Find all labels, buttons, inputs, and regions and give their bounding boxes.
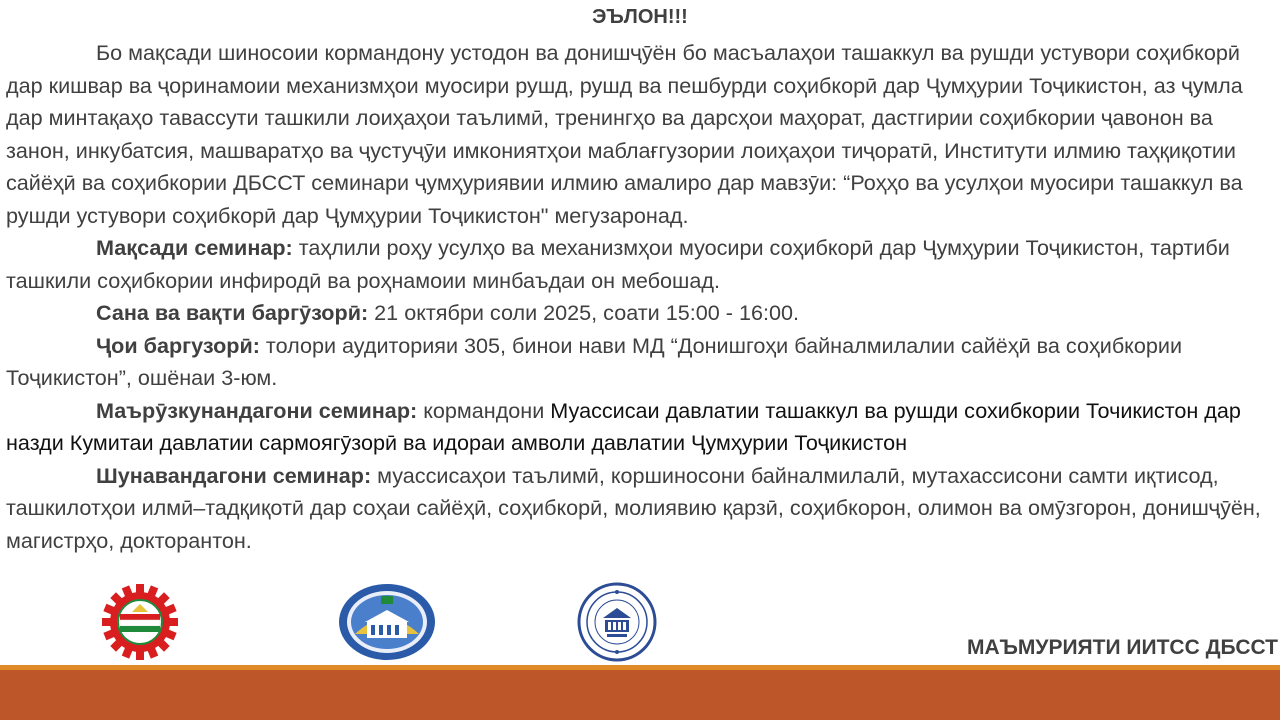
presenters-text-prefix: кормандони: [417, 397, 551, 423]
presenters-organization: Муассисаи давлатии ташаккул ва рушди сохибкории Точикистон дар назди Кумитаи давлатии сармоягӯзорӣ ва идораи амволи давлатии Ҷумҳурии Тоҷикистон: [6, 397, 1241, 455]
purpose-label: Мақсади семинар:: [96, 235, 293, 260]
datetime-paragraph: [6, 297, 1278, 330]
purpose-text: таҳлили роҳу усулҳо ва механизмҳои муосири соҳибкорӣ дар Ҷумҳурии Тоҷикистон, тартиби ташкили соҳибкории инфиродӣ ва роҳнамоии минбаъдаи он мебошад.: [6, 235, 1230, 293]
research-institute-seal-icon: [567, 582, 667, 662]
audience-text: муассисаҳои таълимӣ, коршиносони байналмилалӣ, мутахассисони самти иқтисод, ташкилотҳои илмӣ–тадқиқотӣ дар соҳаи сайёҳӣ, соҳибкорӣ, молиявию қарзӣ, соҳибкорон, олимон ва омӯзгорон, донишҷӯён, магистрҳо, докторантон.: [6, 462, 1261, 553]
datetime-text: 21 октябри соли 2025, соати 15:00 - 16:00.: [368, 300, 799, 325]
venue-text: толори аудиторияи 305, бинои нави МД “Донишгоҳи байналмилалии сайёҳӣ ва соҳибкории Тоҷикистон”, ошёнаи 3-юм.: [6, 332, 1183, 390]
logos-row: [0, 582, 800, 662]
audience-label: Шунавандагони семинар:: [96, 462, 372, 488]
university-seal-icon: [337, 582, 437, 662]
presenters-paragraph: [6, 395, 1278, 460]
datetime-label: Сана ва вақти баргӯзорӣ:: [96, 300, 369, 325]
footer-bar: [0, 670, 1280, 720]
purpose-paragraph: [6, 232, 1278, 297]
announcement-title: ЭЪЛОН!!!: [592, 6, 688, 28]
intro-paragraph: Бо мақсади шиносоии кормандону устодон ва донишҷӯён бо масъалаҳои ташаккул ва рушди устувори соҳибкорӣ дар кишвар ва ҷоринамоии механизмҳои муосири рушд, рушд ва пешбурди соҳибкорӣ дар Ҷумҳурии Тоҷикистон, аз ҷумла дар минтақаҳо тавассути ташкили лоиҳаҳои таълимӣ, тренингҳо ва дарсҳои маҳорат, дастгирии соҳибкории ҷавонон ва занон, инкубатсия, машваратҳо ва ҷустуҷӯи имкониятҳои маблағгузории лоиҳаҳои тиҷоратӣ, Институти илмию таҳқиқотии сайёҳӣ ва соҳибкории ДБССТ семинари ҷумҳуриявии илмию амалиро дар мавзӯи: “Роҳҳо ва усулҳои муосири ташаккул ва рушди устувори соҳибкорӣ дар Ҷумҳурии Тоҷикистон" мегузаронад.: [6, 40, 1243, 228]
gear-emblem-icon: [100, 582, 180, 662]
announcement-body: [6, 37, 1278, 557]
venue-label: Ҷои баргузорӣ:: [96, 332, 260, 358]
presenters-label: Маърӯзкунандагони семинар:: [96, 397, 418, 423]
audience-paragraph: [6, 460, 1278, 558]
signature: МАЪМУРИЯТИ ИИТСС ДБССТ: [966, 636, 1278, 659]
venue-paragraph: [6, 330, 1278, 395]
